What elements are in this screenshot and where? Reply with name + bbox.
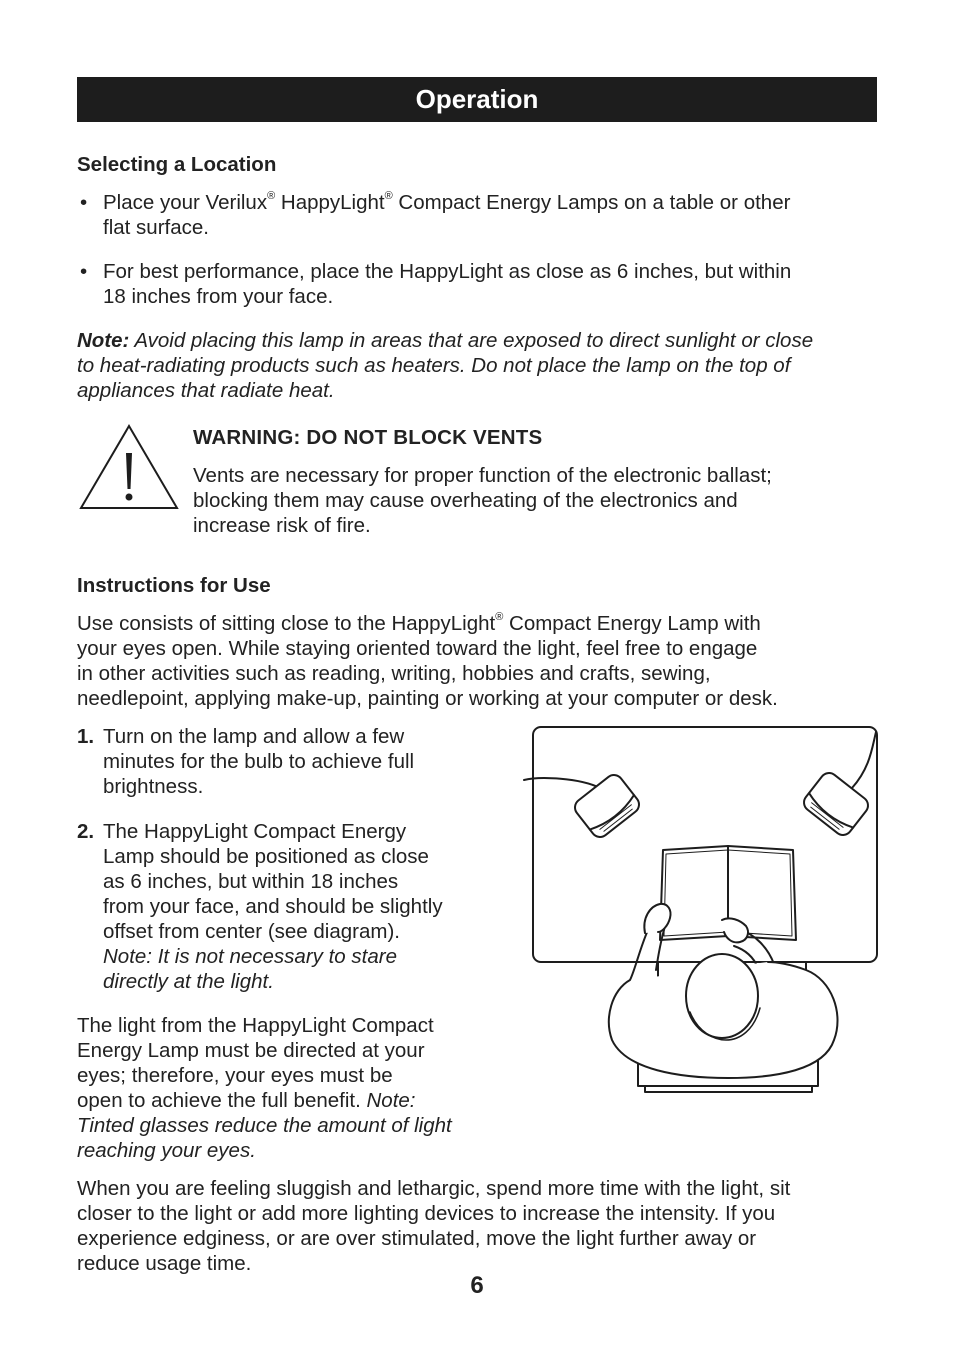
step-2-number: 2. <box>77 820 95 843</box>
final-line-3: experience edginess, or are over stimulated, move the light further away or <box>77 1227 757 1250</box>
bullet-1-text-a: Place your Verilux <box>103 191 268 214</box>
bullet-dot-2: • <box>80 260 88 283</box>
note-label: Note: <box>77 329 130 352</box>
note-text: Avoid placing this lamp in areas that are exposed to direct sunlight or close <box>129 329 814 352</box>
intro-text-a: Use consists of sitting close to the HappyLight <box>77 612 496 635</box>
intro-line-4: needlepoint, applying make-up, painting or working at your computer or desk. <box>77 687 778 710</box>
step-2-line-4: from your face, and should be slightly <box>103 895 443 918</box>
lamp-placement-diagram <box>500 718 890 1098</box>
registered-mark: ® <box>384 190 393 203</box>
registered-mark: ® <box>267 190 276 203</box>
note-line-3: appliances that radiate heat. <box>77 379 335 402</box>
final-line-1: When you are feeling sluggish and lethargic, spend more time with the light, sit <box>77 1177 791 1200</box>
warning-line-3: increase risk of fire. <box>193 514 371 537</box>
bullet-1-text-c: Compact Energy Lamps on a table or other <box>392 191 791 214</box>
step-2-line-5: offset from center (see diagram). <box>103 920 400 943</box>
light-line-3: eyes; therefore, your eyes must be <box>77 1064 393 1087</box>
warning-triangle-icon <box>78 423 180 511</box>
right-lamp-icon <box>800 769 871 838</box>
warning-line-1: Vents are necessary for proper function of the electronic ballast; <box>193 464 772 487</box>
intro-text-b: Compact Energy Lamp with <box>503 612 761 635</box>
bullet-1-line-1 <box>103 190 790 215</box>
step-2-line-2: Lamp should be positioned as close <box>103 845 429 868</box>
light-note-line-2: reaching your eyes. <box>77 1139 256 1162</box>
bullet-1-line-2: flat surface. <box>103 216 209 239</box>
intro-line-2: your eyes open. While staying oriented toward the light, feel free to engage <box>77 637 758 660</box>
instructions-heading: Instructions for Use <box>77 574 271 597</box>
bullet-1-text-b: HappyLight <box>275 191 385 214</box>
right-lamp-cord <box>852 732 876 788</box>
light-line-4-text: open to achieve the full benefit. <box>77 1089 361 1112</box>
registered-mark: ® <box>495 611 504 624</box>
step-1-number: 1. <box>77 725 95 748</box>
step-1-line-2: minutes for the bulb to achieve full <box>103 750 415 773</box>
final-line-2: closer to the light or add more lighting devices to increase the intensity. If you <box>77 1202 776 1225</box>
warning-line-2: blocking them may cause overheating of the electronics and <box>193 489 738 512</box>
section-title: Operation <box>415 84 539 114</box>
note-line-1 <box>77 328 813 353</box>
location-heading: Selecting a Location <box>77 153 277 176</box>
light-line-4 <box>77 1088 416 1113</box>
intro-line-3: in other activities such as reading, writing, hobbies and crafts, sewing, <box>77 662 711 685</box>
step-2-note-line-1: Note: It is not necessary to stare <box>103 945 397 968</box>
bullet-2-line-2: 18 inches from your face. <box>103 285 334 308</box>
section-banner <box>77 77 877 122</box>
final-line-4: reduce usage time. <box>77 1252 252 1275</box>
step-1-line-3: brightness. <box>103 775 204 798</box>
note-line-2: to heat-radiating products such as heaters. Do not place the lamp on the top of <box>77 354 791 377</box>
step-2-line-3: as 6 inches, but within 18 inches <box>103 870 399 893</box>
step-2-note-line-2: directly at the light. <box>103 970 274 993</box>
light-note-line-1: Tinted glasses reduce the amount of light <box>77 1114 452 1137</box>
left-lamp-cord <box>524 778 600 788</box>
page-number: 6 <box>470 1272 484 1299</box>
light-note-start: Note: <box>360 1089 416 1112</box>
bullet-dot-1: • <box>80 191 88 214</box>
intro-line-1 <box>77 611 761 636</box>
step-1-line-1: Turn on the lamp and allow a few <box>103 725 405 748</box>
step-2-line-1: The HappyLight Compact Energy <box>103 820 407 843</box>
light-line-2: Energy Lamp must be directed at your <box>77 1039 425 1062</box>
light-line-1: The light from the HappyLight Compact <box>77 1014 434 1037</box>
warning-title: WARNING: DO NOT BLOCK VENTS <box>193 426 543 449</box>
bullet-2-line-1: For best performance, place the HappyLight as close as 6 inches, but within <box>103 260 792 283</box>
